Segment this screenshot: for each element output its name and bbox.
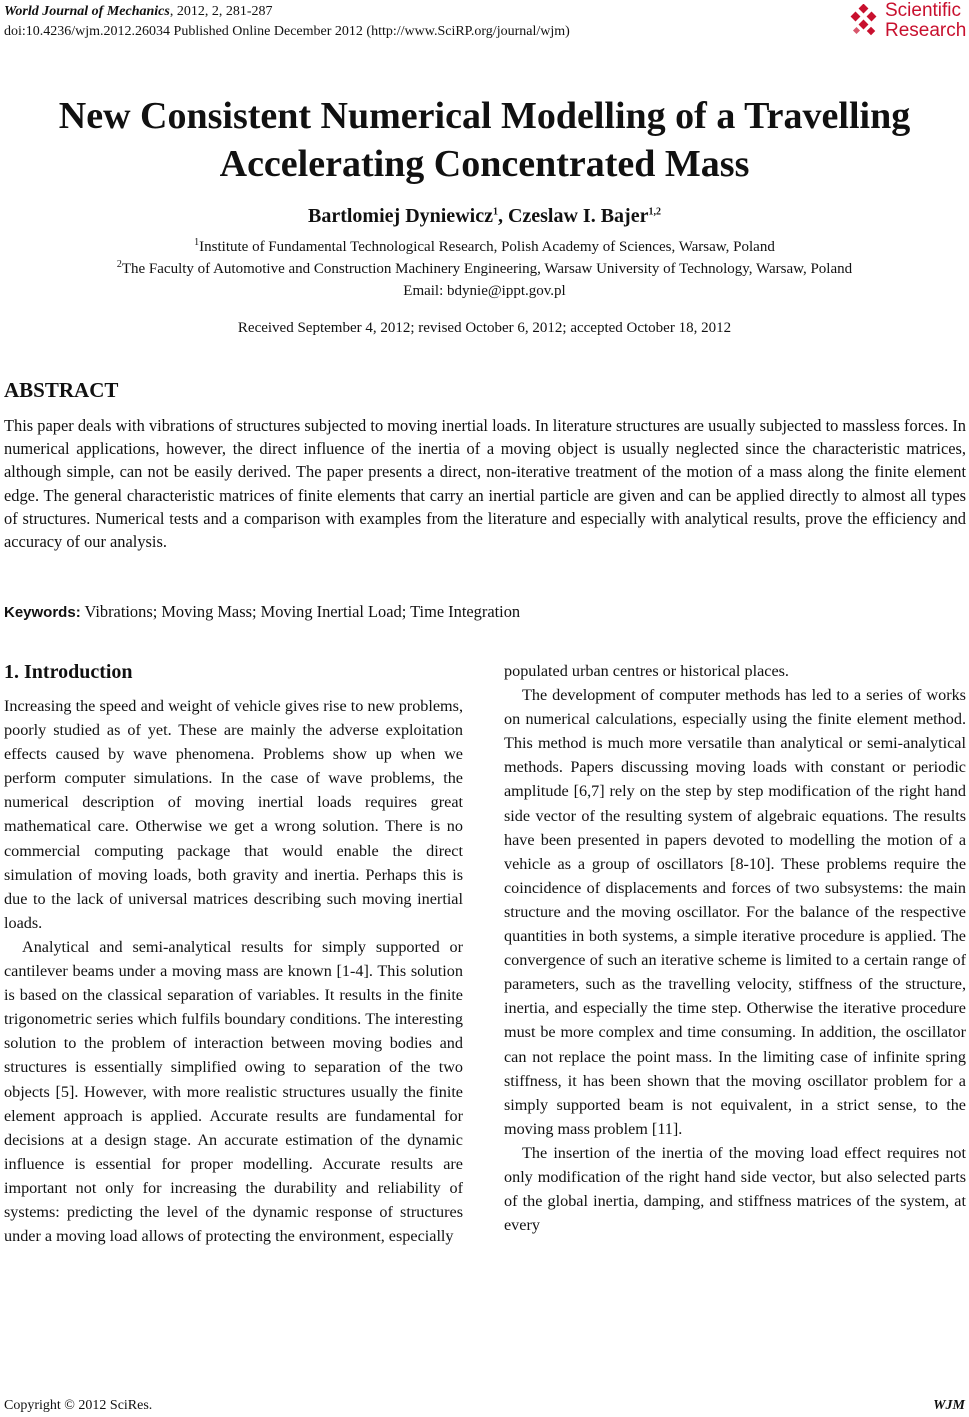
publisher-logo xyxy=(847,0,967,44)
authors-line xyxy=(0,205,969,228)
logo-text xyxy=(885,1,966,41)
left-column xyxy=(4,659,463,1248)
keywords-label: Keywords: xyxy=(4,604,81,621)
affiliation-1-mark: 1 xyxy=(194,237,200,248)
logo-word-research: Research xyxy=(885,20,967,41)
affiliation-1 xyxy=(0,237,969,257)
intro-paragraph-2-continued: populated urban centres or historical places. xyxy=(504,662,789,680)
keywords-line xyxy=(4,602,520,622)
paper-title xyxy=(0,92,969,188)
author-separator: , xyxy=(497,205,508,227)
affiliation-2-text: The Faculty of Automotive and Construction Machinery Engineering, Warsaw University of Technology, Warsaw, Poland xyxy=(121,261,853,277)
abstract-heading: ABSTRACT xyxy=(4,378,119,402)
author-2-affil-mark: 1,2 xyxy=(648,206,661,218)
author-1: Bartlomiej Dyniewicz xyxy=(308,205,493,227)
logo-word-scientific: Scientific xyxy=(885,0,962,21)
intro-paragraph-2: Analytical and semi-analytical results for simply supported or cantilever beams under a moving mass are known [1-4]. This solution is based on the classical separation of variables. It results in the finite trigonometric series which fulfils boundary conditions. The interesting solution to the problem of interaction between moving bodies and structures is essentially simplified owing to separation of the two objects [5]. However, with more realistic structures usually the finite element approach is applied. Accurate results are fundamental for decisions at a design stage. An accurate estimation of the dynamic influence is essential for proper modelling. Accurate results are important not only for increasing the durability and reliability of systems: predicting the level of the dynamic response of structures under a moving load allows of protecting the environment, especially xyxy=(4,937,463,1246)
journal-abbreviation-footer: WJM xyxy=(933,1398,965,1413)
author-1-affil-mark: 1 xyxy=(492,206,498,218)
affiliation-1-text: Institute of Fundamental Technological Research, Polish Academy of Sciences, Warsaw, Poland xyxy=(199,239,775,255)
intro-paragraph-3: The development of computer methods has led to a series of works on numerical calculations, especially using the finite element method. This method is much more versatile than analytical or semi-analytical methods. Papers discussing moving loads with constant or periodic amplitude [6,7] rely on the step by step modification of the right hand side vector of the resulting system of algebraic equations. The results have been presented in papers devoted to modelling the motion of a vehicle as a group of oscillators [8-10]. These problems require the coincidence of displacements and forces of two subsystems: the main structure and the moving oscillator. For the balance of the respective quantities in both systems, a simple iterative procedure is applied. The convergence of such an iterative scheme is limited to a certain range of parameters, such as the travelling velocity, stiffness of the structure, inertia, and especially the time step. Otherwise the iterative procedure must be more complex and time consuming. In addition, the oscillator can not replace the point mass. In the limiting case of infinite spring stiffness, it has been shown that the moving oscillator problem for a simply supported beam is not equivalent, in a strict sense, to the moving mass problem [11]. xyxy=(504,686,966,1138)
title-line-2: Accelerating Concentrated Mass xyxy=(219,143,750,185)
journal-name: World Journal of Mechanics xyxy=(4,4,170,19)
journal-volume-info: , 2012, 2, 281-287 xyxy=(169,4,273,19)
doi-line: doi:10.4236/wjm.2012.26034 Published Online December 2012 (http://www.SciRP.org/journal/wjm) xyxy=(4,24,570,39)
author-2: Czeslaw I. Bajer xyxy=(507,205,649,227)
author-email: Email: bdynie@ippt.gov.pl xyxy=(403,283,566,299)
journal-header xyxy=(4,2,570,42)
scirp-logo-icon xyxy=(847,4,881,38)
copyright-footer: Copyright © 2012 SciRes. xyxy=(4,1398,153,1413)
affiliation-2-mark: 2 xyxy=(116,259,122,270)
affiliation-2 xyxy=(0,259,969,279)
title-line-1: New Consistent Numerical Modelling of a Travelling xyxy=(58,95,911,137)
intro-paragraph-4: The insertion of the inertia of the moving load effect requires not only modification of the right hand side vector, but also selected parts of the global inertia, damping, and stiffness matrices of the system, at every xyxy=(504,1143,966,1235)
intro-paragraph-1: Increasing the speed and weight of vehicle gives rise to new problems, poorly studied as of yet. These are mainly the adverse exploitation effects caused by wave phenomena. Problems show up when we perform computer simulations. In the case of wave problems, the numerical description of moving inertial loads requires great mathematical care. Otherwise we get a wrong solution. There is no commercial computing package that would enable the direct simulation of moving loads, both gravity and inertia. Perhaps this is due to the lack of universal matrices describing such moving inertial loads. xyxy=(4,697,463,932)
received-dates: Received September 4, 2012; revised October 6, 2012; accepted October 18, 2012 xyxy=(237,320,732,336)
abstract-text: This paper deals with vibrations of structures subjected to moving inertial loads. In literature structures are usually subjected to massless forces. In numerical applications, however, the direct influence of the inertia of a moving object is usually neglected since the characteristic matrices, although simple, can not be easily derived. The paper presents a direct, non-iterative treatment of the motion of a mass along the finite element edge. The general characteristic matrices of finite elements that carry an inertial particle are given and can be applied directly to almost all types of structures. Numerical tests and a comparison with examples from the literature and especially with analytical results, prove the efficiency and accuracy of our analysis. xyxy=(4,416,966,552)
section-heading-introduction: 1. Introduction xyxy=(4,661,133,683)
keywords-text: Vibrations; Moving Mass; Moving Inertial Load; Time Integration xyxy=(80,602,521,621)
journal-citation xyxy=(4,2,570,22)
right-column xyxy=(504,659,966,1237)
